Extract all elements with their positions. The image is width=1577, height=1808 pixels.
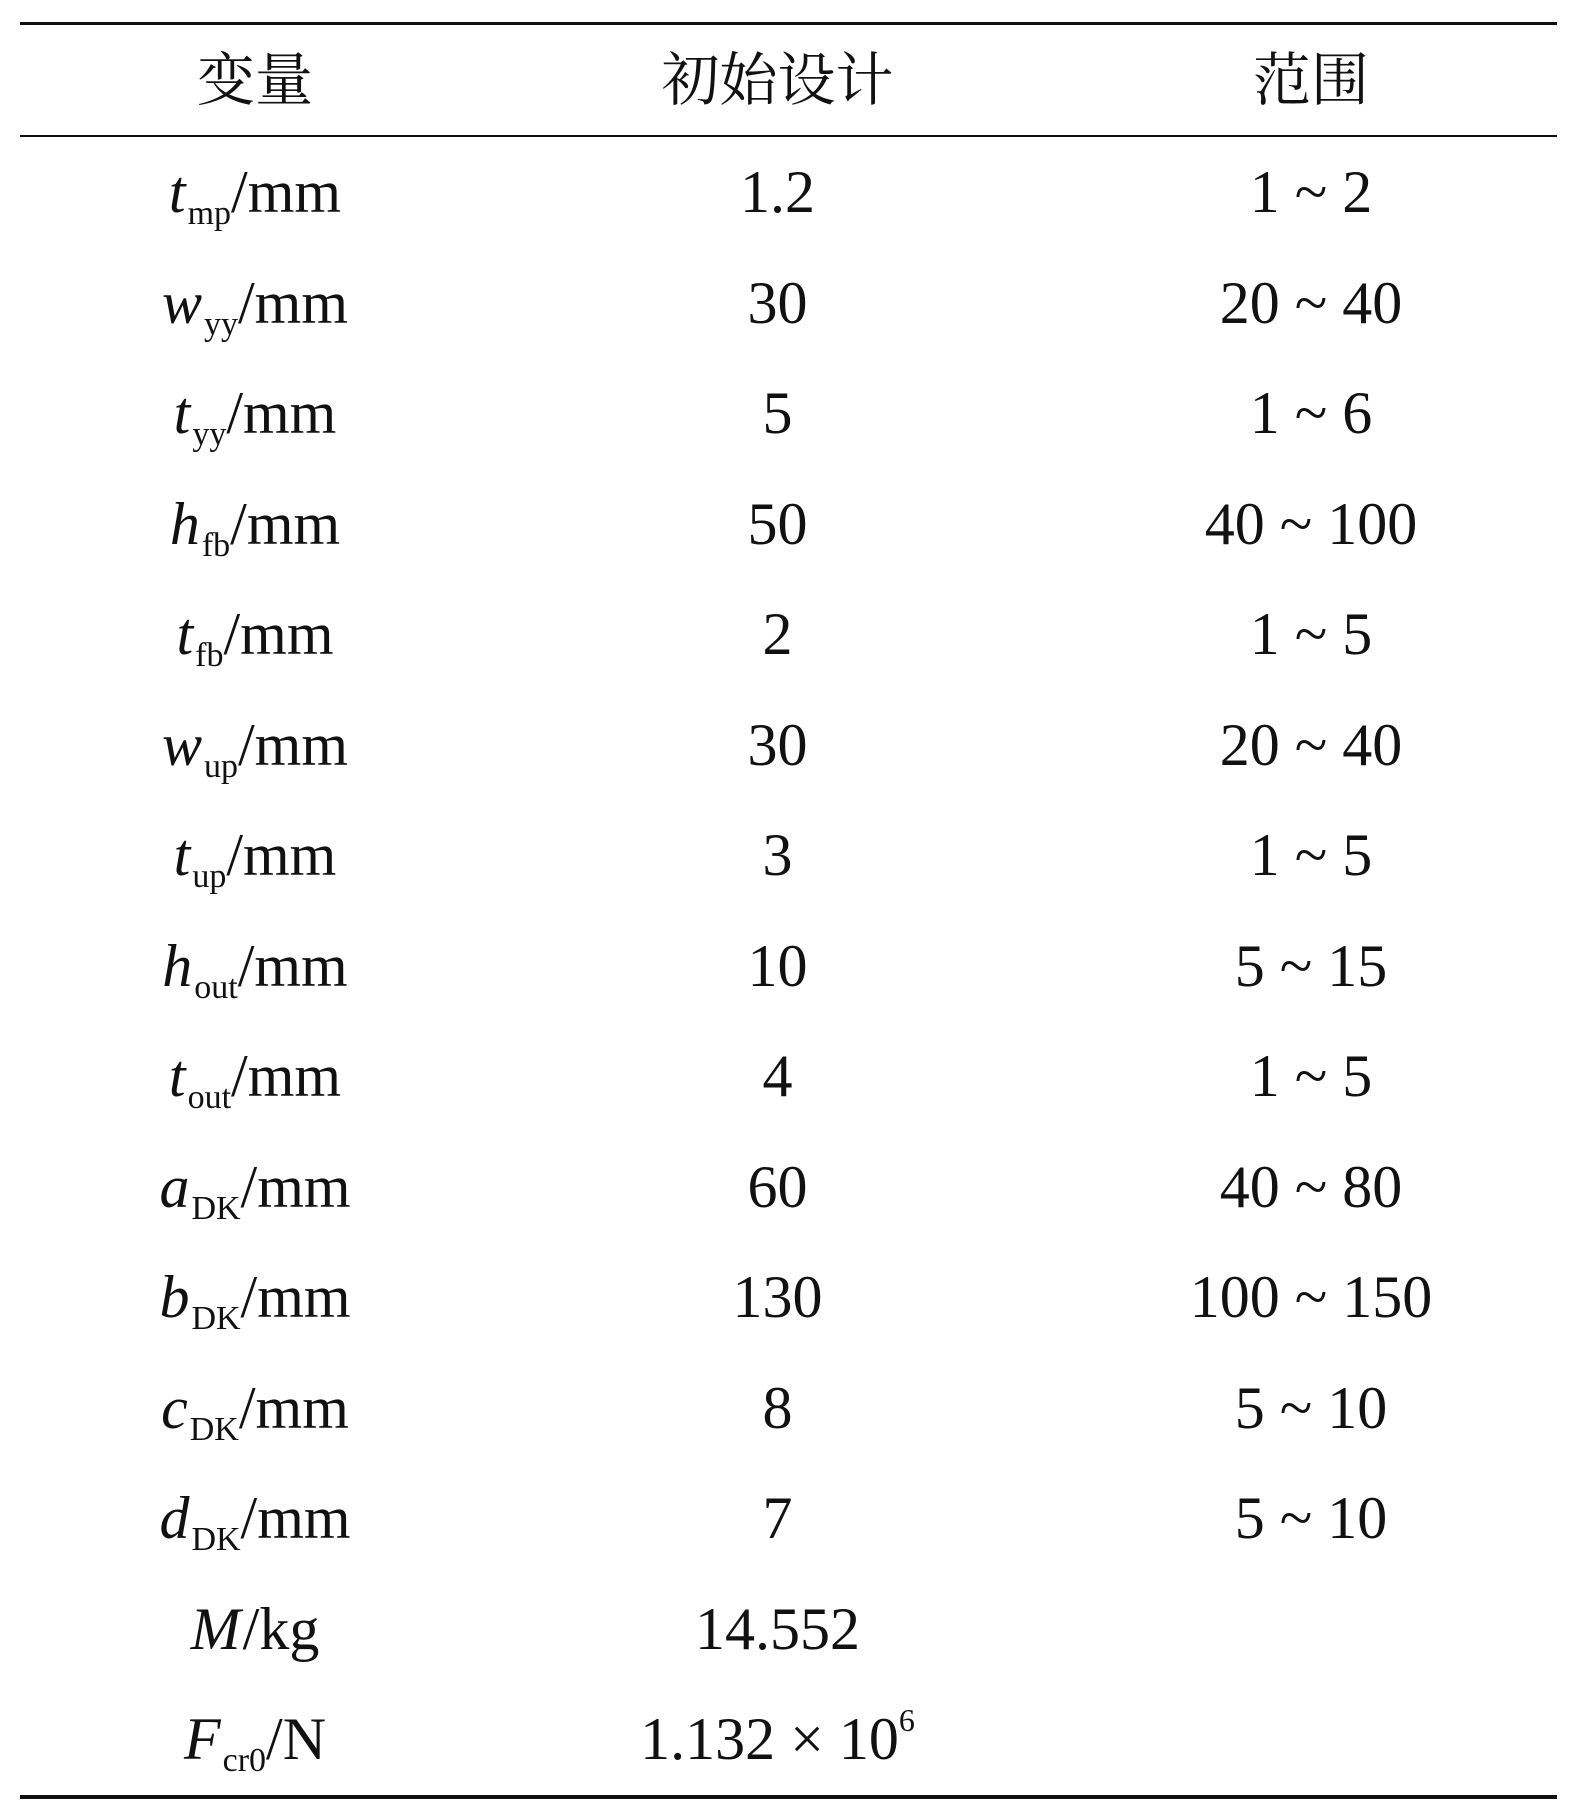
- variable-subscript: yy: [204, 305, 238, 343]
- variable-symbol: t: [173, 380, 191, 447]
- variable-subscript: fb: [201, 526, 231, 564]
- range-cell: 100 ~ 150: [1189, 1264, 1433, 1331]
- initial-design-cell: 5: [762, 380, 793, 447]
- table-row: [20, 1242, 1557, 1353]
- variable-cell: [20, 269, 490, 343]
- table-row: [20, 1684, 1557, 1795]
- initial-design-cell: 30: [747, 269, 808, 336]
- variable-cell: [20, 1374, 490, 1448]
- variable-unit: /mm: [226, 822, 337, 889]
- initial-design-cell: 3: [762, 822, 793, 889]
- variable-symbol: F: [183, 1706, 221, 1773]
- variable-unit: /mm: [231, 1043, 342, 1110]
- table-row: [20, 137, 1557, 248]
- variable-cell: [20, 1595, 490, 1662]
- table-row: [20, 1021, 1557, 1132]
- table-row: [20, 579, 1557, 690]
- variable-unit: /mm: [237, 932, 348, 999]
- variable-symbol: h: [169, 490, 200, 557]
- range-cell: 5 ~ 15: [1234, 932, 1388, 999]
- initial-design-cell: 50: [747, 490, 808, 557]
- variable-subscript: up: [204, 747, 238, 785]
- variable-unit: /mm: [240, 1264, 351, 1331]
- variable-unit: /mm: [238, 711, 349, 778]
- header-range: 范围: [1252, 46, 1369, 114]
- variable-unit: /mm: [238, 269, 349, 336]
- initial-design-cell: 2: [762, 601, 793, 668]
- header-initial-design: 初始设计: [661, 46, 894, 114]
- table-row: [20, 911, 1557, 1022]
- range-cell: 1 ~ 6: [1249, 380, 1373, 447]
- initial-design-cell: 10: [747, 932, 808, 999]
- table-row: [20, 690, 1557, 801]
- initial-exponent: 6: [898, 1702, 915, 1739]
- range-cell: 1 ~ 5: [1249, 1043, 1373, 1110]
- variable-symbol: a: [159, 1153, 190, 1220]
- variable-symbol: w: [161, 711, 202, 778]
- variable-subscript: DK: [189, 1410, 239, 1448]
- variable-cell: [20, 380, 490, 454]
- variable-subscript: fb: [195, 637, 224, 675]
- variable-symbol: t: [168, 159, 186, 226]
- design-variables-table: [20, 22, 1557, 1799]
- variable-cell: [20, 1264, 490, 1338]
- range-cell: 40 ~ 100: [1204, 490, 1418, 557]
- variable-subscript: out: [194, 968, 238, 1006]
- variable-subscript: DK: [191, 1300, 241, 1338]
- initial-base: 1.132 × 10: [640, 1706, 899, 1773]
- table-body: [20, 137, 1557, 1684]
- variable-symbol: M: [190, 1595, 241, 1662]
- variable-unit: /kg: [242, 1595, 320, 1662]
- variable-symbol: c: [161, 1374, 188, 1441]
- range-cell: 1 ~ 2: [1249, 159, 1373, 226]
- range-cell: 5 ~ 10: [1234, 1485, 1388, 1552]
- variable-symbol: d: [159, 1485, 190, 1552]
- variable-symbol: t: [176, 601, 194, 668]
- table-row: [20, 800, 1557, 911]
- variable-cell: [20, 490, 490, 564]
- variable-cell: [20, 1485, 490, 1559]
- variable-cell: [20, 932, 490, 1006]
- variable-symbol: t: [173, 822, 191, 889]
- variable-unit: /mm: [240, 1153, 351, 1220]
- bottom-rule: [20, 1795, 1557, 1799]
- variable-cell: [20, 1706, 490, 1780]
- variable-cell: [20, 601, 490, 675]
- initial-design-cell: [490, 1702, 1065, 1773]
- variable-unit: /mm: [240, 1485, 351, 1552]
- variable-cell: [20, 711, 490, 785]
- table-row: [20, 1463, 1557, 1574]
- variable-subscript: DK: [191, 1521, 241, 1559]
- table-row: [20, 1353, 1557, 1464]
- table-row: [20, 1132, 1557, 1243]
- initial-design-cell: 7: [762, 1485, 793, 1552]
- variable-subscript: yy: [192, 416, 227, 454]
- table-row: [20, 1574, 1557, 1685]
- variable-unit: /mm: [230, 490, 341, 557]
- range-cell: 40 ~ 80: [1219, 1153, 1403, 1220]
- initial-design-cell: 8: [762, 1374, 793, 1441]
- variable-subscript: mp: [187, 195, 232, 233]
- initial-design-cell: 1.2: [740, 159, 815, 226]
- variable-symbol: w: [161, 269, 202, 336]
- variable-unit: /mm: [238, 1374, 349, 1441]
- variable-unit: /mm: [223, 601, 334, 668]
- table-row: [20, 469, 1557, 580]
- initial-design-cell: 14.552: [695, 1595, 860, 1662]
- table-row: [20, 248, 1557, 359]
- variable-unit: /N: [266, 1706, 327, 1773]
- variable-symbol: h: [162, 932, 193, 999]
- table-header: [20, 25, 1557, 135]
- range-cell: 1 ~ 5: [1249, 822, 1373, 889]
- variable-subscript: cr0: [222, 1742, 267, 1780]
- range-cell: 20 ~ 40: [1219, 269, 1403, 336]
- range-cell: 20 ~ 40: [1219, 711, 1403, 778]
- range-cell: 5 ~ 10: [1234, 1374, 1388, 1441]
- variable-symbol: b: [159, 1264, 190, 1331]
- initial-design-cell: 30: [747, 711, 808, 778]
- initial-design-cell: 130: [732, 1264, 823, 1331]
- variable-subscript: out: [187, 1079, 232, 1117]
- variable-unit: /mm: [231, 159, 342, 226]
- initial-design-cell: 4: [762, 1043, 793, 1110]
- range-cell: 1 ~ 5: [1249, 601, 1373, 668]
- variable-subscript: up: [192, 858, 227, 896]
- initial-design-cell: 60: [747, 1153, 808, 1220]
- variable-cell: [20, 1043, 490, 1117]
- variable-unit: /mm: [226, 380, 337, 447]
- variable-cell: [20, 822, 490, 896]
- variable-cell: [20, 1153, 490, 1227]
- header-variable: 变量: [196, 46, 313, 114]
- variable-cell: [20, 159, 490, 233]
- variable-symbol: t: [168, 1043, 186, 1110]
- table-row: [20, 358, 1557, 469]
- variable-subscript: DK: [191, 1189, 241, 1227]
